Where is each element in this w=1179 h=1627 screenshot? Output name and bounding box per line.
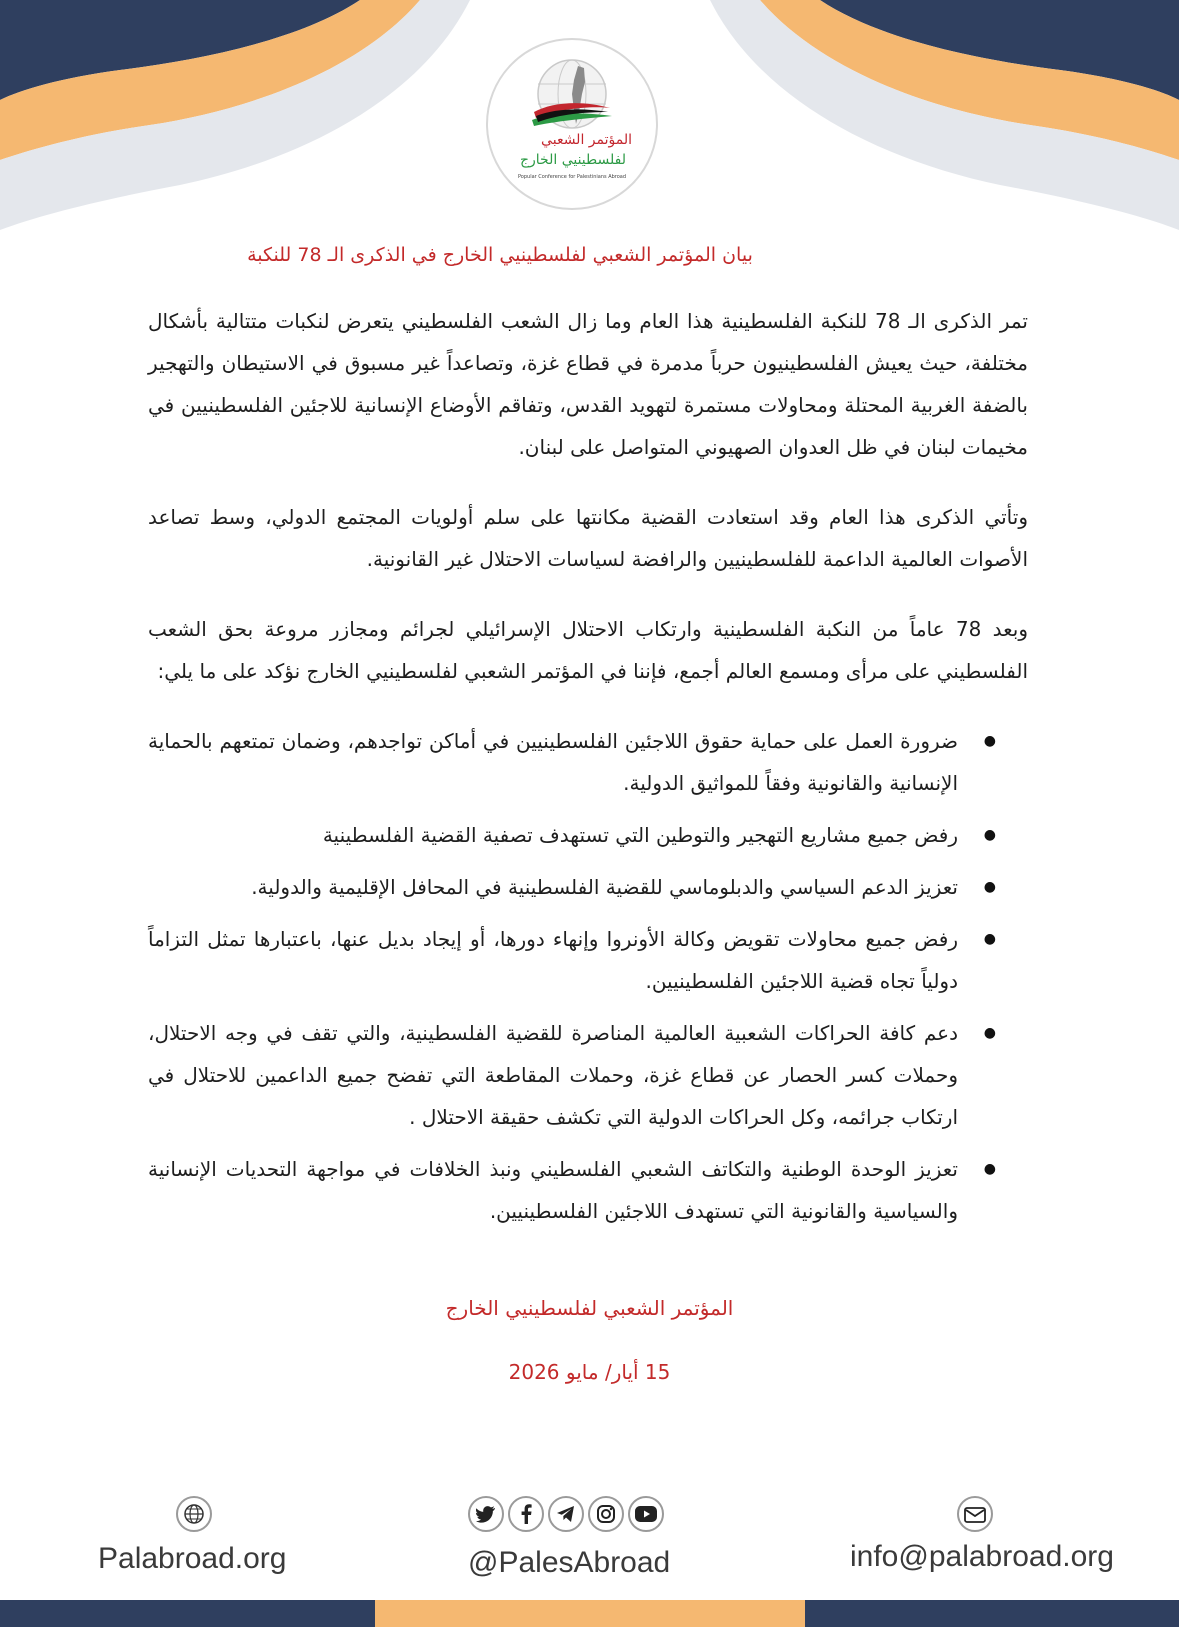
demands-list [148, 720, 1028, 1232]
social-handle-link[interactable]: @PalesAbroad [468, 1546, 671, 1579]
organization-logo [486, 38, 658, 210]
mail-icon[interactable] [957, 1496, 993, 1532]
list-item: ● دعم كافة الحراكات الشعبية العالمية المناصرة للقضية الفلسطينية، والتي تقف في وجه الاحتلال، وحملات كسر الحصار عن قطاع غزة، وحملات المقاطعة التي تفضح جميع الداعمين للاحتلال في ارتكاب جرائمه، وكل الحراكات الدولية التي تكشف حقيقة الاحتلال . [148, 1012, 1028, 1138]
list-item: ● رفض جميع محاولات تقويض وكالة الأونروا وإنهاء دورها، أو إيجاد بديل عنها، باعتبارها تمثل التزاماً دولياً تجاه قضية اللاجئين الفلسطينيين. [148, 918, 1028, 1002]
logo-arabic-subname: لفلسطينيي الخارج [519, 152, 626, 168]
instagram-icon[interactable] [588, 1496, 624, 1532]
globe-icon[interactable] [176, 1496, 212, 1532]
telegram-icon[interactable] [548, 1496, 584, 1532]
logo-english-name: Popular Conference for Palestinians Abroad [517, 174, 627, 180]
list-item: ● رفض جميع مشاريع التهجير والتوطين التي تستهدف تصفية القضية الفلسطينية [148, 814, 1028, 856]
list-item: ● تعزيز الدعم السياسي والدبلوماسي للقضية الفلسطينية في المحافل الإقليمية والدولية. [148, 866, 1028, 908]
youtube-icon[interactable] [628, 1496, 664, 1532]
paragraph: تمر الذكرى الـ 78 للنكبة الفلسطينية هذا العام وما زال الشعب الفلسطيني يتعرض لنكبات متتالية بأشكال مختلفة، حيث يعيش الفلسطينيون حرباً مدمرة في قطاع غزة، وتصاعداً غير مسبوق في الاستيطان والتهجير بالضفة الغربية المحتلة ومحاولات مستمرة لتهويد القدس، وتفاقم الأوضاع الإنسانية للاجئين الفلسطينيين في مخيمات لبنان في ظل العدوان الصهيوني المتواصل على لبنان. [148, 309, 1028, 459]
footer-background-bar [0, 1600, 1179, 1627]
statement-date: 15 أيار/ مايو 2026 [508, 1360, 671, 1384]
list-item: ● ضرورة العمل على حماية حقوق اللاجئين الفلسطينيين في أماكن تواجدهم، وضمان تمتعهم بالحماية الإنسانية والقانونية وفقاً للمواثيق الدولية. [148, 720, 1028, 804]
signature: المؤتمر الشعبي لفلسطينيي الخارج [445, 1296, 734, 1320]
statement-title: بيان المؤتمر الشعبي لفلسطينيي الخارج في الذكرى الـ 78 للنكبة [247, 244, 753, 266]
logo-arabic-name: المؤتمر الشعبي [541, 132, 632, 148]
list-item: ● تعزيز الوحدة الوطنية والتكاتف الشعبي الفلسطيني ونبذ الخلافات في مواجهة التحديات الإنسانية والسياسية والقانونية التي تستهدف اللاجئين الفلسطينيين. [148, 1148, 1028, 1232]
paragraph: وبعد 78 عاماً من النكبة الفلسطينية وارتكاب الاحتلال الإسرائيلي لجرائم ومجازر مروعة بحق الشعب الفلسطيني على مرأى ومسمع العالم أجمع، فإننا في المؤتمر الشعبي لفلسطينيي الخارج نؤكد على ما يلي: [148, 617, 1028, 683]
statement-body [148, 300, 1028, 1242]
paragraph: وتأتي الذكرى هذا العام وقد استعادت القضية مكانتها على سلم أولويات المجتمع الدولي، وسط تصاعد الأصوات العالمية الداعمة للفلسطينيين والرافضة لسياسات الاحتلال غير القانونية. [148, 505, 1028, 571]
website-link[interactable]: Palabroad.org [98, 1542, 287, 1575]
globe-map-emblem-icon [522, 54, 622, 144]
email-link[interactable]: info@palabroad.org [850, 1540, 1114, 1573]
facebook-icon[interactable] [508, 1496, 544, 1532]
twitter-icon[interactable] [468, 1496, 504, 1532]
